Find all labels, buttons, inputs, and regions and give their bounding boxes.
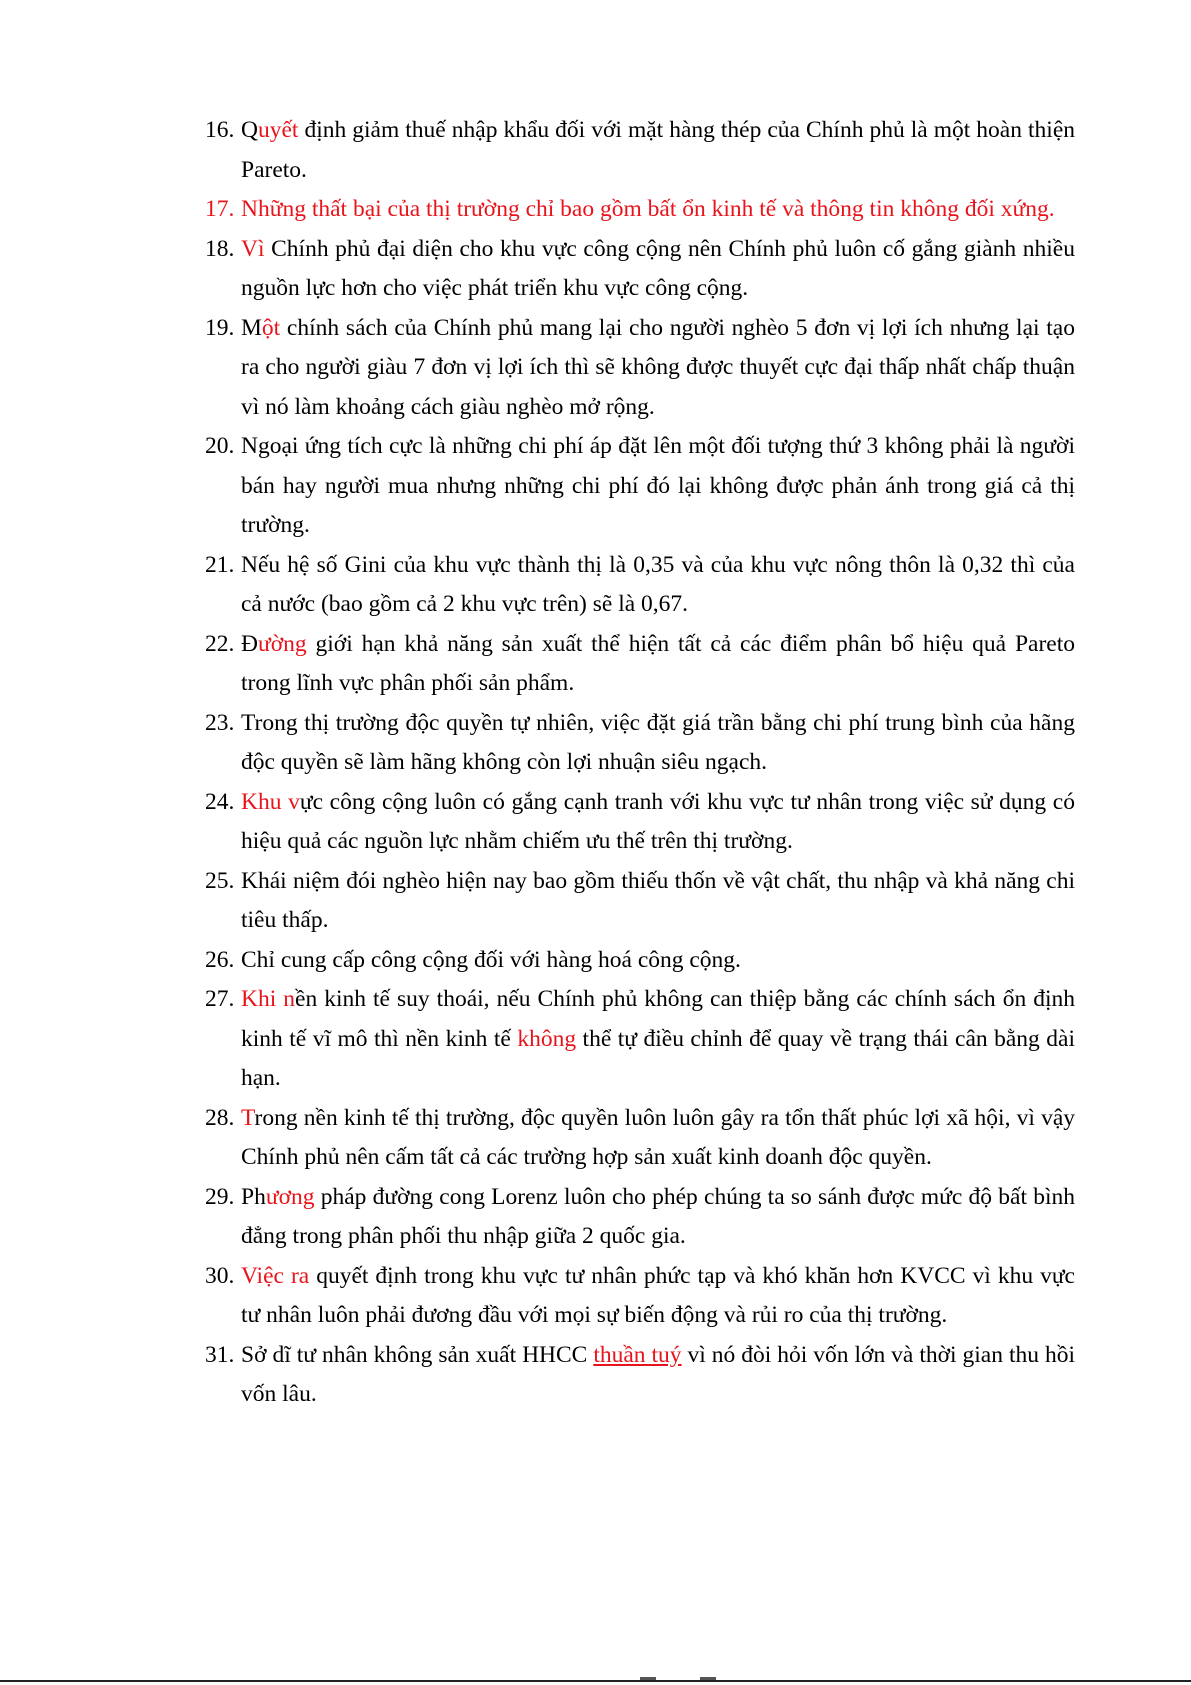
item-text-segment: Việc ra bbox=[241, 1262, 310, 1289]
statement-item bbox=[205, 111, 1075, 190]
item-number: 31. bbox=[205, 1341, 235, 1368]
item-number: 27. bbox=[205, 986, 235, 1012]
item-text-segment: T bbox=[241, 1104, 255, 1131]
item-number: 28. bbox=[205, 1104, 235, 1131]
item-number: 16. bbox=[205, 117, 235, 143]
item-text-segment: ột bbox=[261, 314, 281, 341]
statement-item bbox=[205, 625, 1075, 704]
item-number: 24. bbox=[205, 788, 235, 815]
item-text-segment: Vì bbox=[241, 235, 265, 262]
statement-item bbox=[205, 783, 1075, 862]
statement-item bbox=[205, 546, 1075, 625]
item-number: 20. bbox=[205, 433, 235, 459]
statement-item bbox=[205, 1257, 1075, 1336]
statement-item bbox=[205, 190, 1075, 230]
statement-item bbox=[205, 941, 1075, 981]
statement-item bbox=[205, 1099, 1075, 1178]
item-text-segment: pháp đường cong Lorenz luôn cho phép chúng ta so sánh được mức độ bất bình đẳng trong phân phối thu nhập giữa 2 quốc gia. bbox=[241, 1183, 1075, 1249]
item-text-segment: quyết định trong khu vực tư nhân phức tạp và khó khăn hơn KVCC vì khu vực tư nhân luôn phải đương đầu với mọi sự biến động và rủi ro của thị trường. bbox=[241, 1262, 1075, 1328]
item-number: 29. bbox=[205, 1183, 235, 1210]
statement-item bbox=[205, 427, 1075, 546]
item-text-segment: Nếu hệ số Gini của khu vực thành thị là 0,35 và của khu vực nông thôn là 0,32 thì của cả nước (bao gồm cả 2 khu vực trên) sẽ là 0,67. bbox=[241, 551, 1075, 617]
item-text-segment: Chính phủ đại diện cho khu vực công cộng nên Chính phủ luôn cố gắng giành nhiều nguồn lực hơn cho việc phát triển khu vực công cộng. bbox=[241, 235, 1075, 301]
item-text-segment: Chỉ cung cấp công cộng đối với hàng hoá công cộng. bbox=[241, 946, 741, 973]
item-text-segment: Ngoại ứng tích cực là những chi phí áp đặt lên một đối tượng thứ 3 không phải là người bán hay người mua nhưng những chi phí đó lại không được phản ánh trong giá cả thị trường. bbox=[241, 433, 1075, 538]
item-number: 26. bbox=[205, 946, 235, 973]
item-number: 18. bbox=[205, 235, 235, 262]
item-text-segment: Khi n bbox=[241, 986, 296, 1012]
item-number: 25. bbox=[205, 867, 235, 894]
item-number: 30. bbox=[205, 1262, 235, 1289]
item-text-segment: uyết bbox=[257, 117, 299, 143]
item-text-segment: Q bbox=[241, 117, 258, 143]
item-text-segment: ền kinh tế suy thoái, nếu Chính phủ không can thiệp bằng các chính sách ổn định kinh tế vĩ mô thì nền kinh tế bbox=[241, 986, 1075, 1052]
item-text-segment: ương bbox=[265, 1183, 315, 1210]
item-text-segment: Ph bbox=[241, 1183, 266, 1210]
item-text-segment: chính sách của Chính phủ mang lại cho người nghèo 5 đơn vị lợi ích nhưng lại tạo ra cho người giàu 7 đơn vị lợi ích thì sẽ không được thuyết cực đại thấp nhất chấp thuận vì nó làm khoảng cách giàu nghèo mở rộng. bbox=[241, 314, 1075, 420]
statement-item bbox=[205, 704, 1075, 783]
statement-item bbox=[205, 862, 1075, 941]
footer-rule bbox=[0, 1680, 1191, 1682]
item-text-segment: Sở dĩ tư nhân không sản xuất HHCC bbox=[241, 1341, 594, 1368]
statement-item bbox=[205, 1178, 1075, 1257]
item-text-segment: Khu v bbox=[241, 788, 300, 815]
footer-mark bbox=[640, 1677, 656, 1680]
item-text-segment: vì nó đòi hỏi vốn lớn và thời gian thu hồi vốn lâu. bbox=[241, 1341, 1075, 1407]
item-text-segment: M bbox=[241, 314, 262, 341]
item-text-segment: thể tự điều chỉnh để quay về trạng thái cân bằng dài hạn. bbox=[241, 1025, 1075, 1091]
item-number: 19. bbox=[205, 314, 235, 341]
item-number: 17. bbox=[205, 196, 235, 222]
item-text-segment: Đ bbox=[241, 630, 258, 657]
statement-item bbox=[205, 1336, 1075, 1415]
item-text-segment: giới hạn khả năng sản xuất thể hiện tất cả các điểm phân bổ hiệu quả Pareto trong lĩnh vực phân phối sản phẩm. bbox=[241, 630, 1075, 696]
item-text-segment: định giảm thuế nhập khẩu đối với mặt hàng thép của Chính phủ là một hoàn thiện Pareto. bbox=[241, 117, 1075, 183]
item-text-segment: Trong thị trường độc quyền tự nhiên, việc đặt giá trần bằng chi phí trung bình của hãng độc quyền sẽ làm hãng không còn lợi nhuận siêu ngạch. bbox=[241, 709, 1075, 775]
item-text-segment: ường bbox=[257, 630, 307, 657]
item-text-segment: Khái niệm đói nghèo hiện nay bao gồm thiếu thốn về vật chất, thu nhập và khả năng chi tiêu thấp. bbox=[241, 867, 1075, 933]
statement-list bbox=[205, 111, 1075, 1415]
footer-mark bbox=[700, 1677, 716, 1680]
item-text-segment: Những thất bại của thị trường chỉ bao gồm bất ổn kinh tế và thông tin không đối xứng. bbox=[241, 196, 1055, 222]
statement-item bbox=[205, 309, 1075, 428]
statement-item bbox=[205, 980, 1075, 1099]
item-text-segment: rong nền kinh tế thị trường, độc quyền luôn luôn gây ra tổn thất phúc lợi xã hội, vì vậy Chính phủ nên cấm tất cả các trường hợp sản xuất kinh doanh độc quyền. bbox=[241, 1104, 1075, 1170]
item-text-segment: ực công cộng luôn có gắng cạnh tranh với khu vực tư nhân trong việc sử dụng có hiệu quả các nguồn lực nhằm chiếm ưu thế trên thị trường. bbox=[241, 788, 1075, 854]
item-text-segment: thuần tuý bbox=[593, 1341, 682, 1368]
item-number: 22. bbox=[205, 630, 235, 657]
statement-item bbox=[205, 230, 1075, 309]
item-number: 21. bbox=[205, 551, 235, 578]
item-number: 23. bbox=[205, 709, 235, 736]
item-text-segment: không bbox=[517, 1025, 577, 1052]
